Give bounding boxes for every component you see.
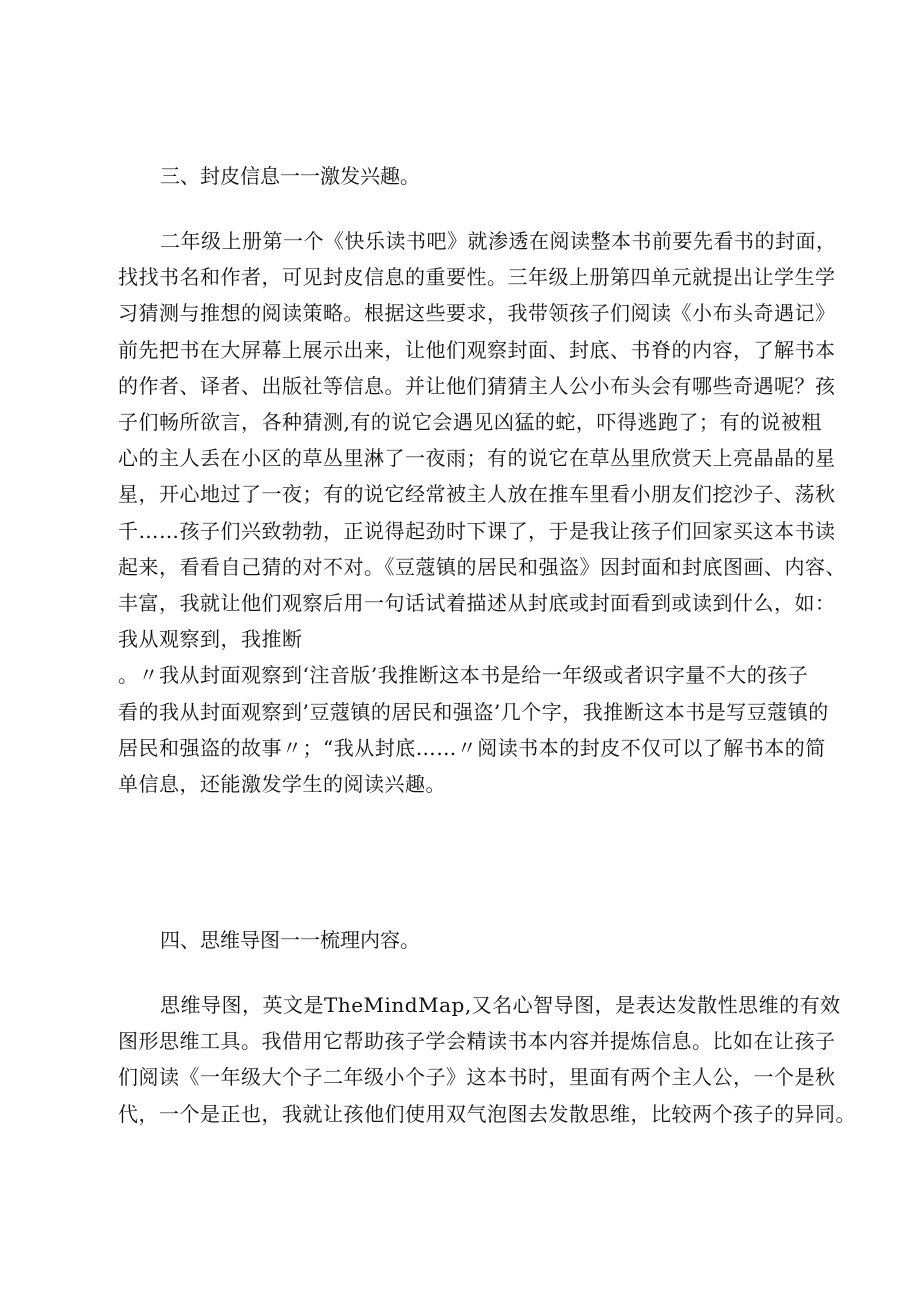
paragraph-line: 思维导图，英文是TheMindMap,又名心智导图，是表达发散性思维的有效 [160,993,841,1017]
paragraph-line: 起来，看看自己猜的对不对。《豆蔻镇的居民和强盗》因封面和封底图画、内容、 [118,554,846,579]
paragraph-line: 前先把书在大屏幕上展示出来，让他们观察封面、封底、书脊的内容，了解书本 [118,337,836,362]
paragraph-line: 心的主人丢在小区的草丛里淋了一夜雨；有的说它在草丛里欣赏天上亮晶晶的星 [118,446,836,471]
paragraph-line: 居民和强盗的故事〃；“我从封底……〃阅读书本的封皮不仅可以了解书本的简 [118,735,826,760]
paragraph-line: 星，开心地过了一夜；有的说它经常被主人放在推车里看小朋友们挖沙子、荡秋 [118,482,836,507]
paragraph-line: 。〃我从封面观察到‘注音版’我推断这本书是给一年级或者识字量不大的孩子 [118,663,809,688]
paragraph-line: 习猜测与推想的阅读策略。根据这些要求，我带领孩子们阅读《小布头奇遇记》 [118,301,836,326]
paragraph-line: 们阅读《一年级大个子二年级小个子》这本书时，里面有两个主人公，一个是秋 [118,1065,836,1090]
paragraph-line: 的作者、译者、出版社等信息。并让他们猜猜主人公小布头会有哪些奇遇呢？孩 [118,373,836,398]
paragraph-line: 看的我从封面观察到’豆蔻镇的居民和强盗’几个字，我推断这本书是写豆蔻镇的 [118,699,829,724]
paragraph-line: 我从观察到，我推断 [118,627,303,652]
section-heading-3: 三、封皮信息一一激发兴趣。 [160,164,420,188]
paragraph-mind-map [118,987,856,1132]
paragraph-line: 代，一个是正也，我就让孩他们使用双气泡图去发散思维，比较两个孩子的异同。 [118,1101,856,1126]
paragraph-line: 子们畅所欲言，各种猜测,有的说它会遇见凶猛的蛇，吓得逃跑了；有的说被粗 [118,410,822,435]
paragraph-line: 二年级上册第一个《快乐读书吧》就渗透在阅读整本书前要先看书的封面， [160,229,837,253]
paragraph-line: 千……孩子们兴致勃勃，正说得起劲时下课了，于是我让孩子们回家买这本书读 [118,518,836,543]
paragraph-line: 丰富，我就让他们观察后用一句话试着描述从封底或封面看到或读到什么，如： [118,591,836,616]
paragraph-line: 单信息，还能激发学生的阅读兴趣。 [118,772,446,797]
paragraph-cover-info [118,223,846,802]
section-heading-4: 四、思维导图一一梳理内容。 [160,928,420,952]
paragraph-line: 找找书名和作者，可见封皮信息的重要性。三年级上册第四单元就提出让学生学 [118,265,836,290]
paragraph-line: 图形思维工具。我借用它帮助孩子学会精读书本内容并提炼信息。比如在让孩子 [118,1029,836,1054]
